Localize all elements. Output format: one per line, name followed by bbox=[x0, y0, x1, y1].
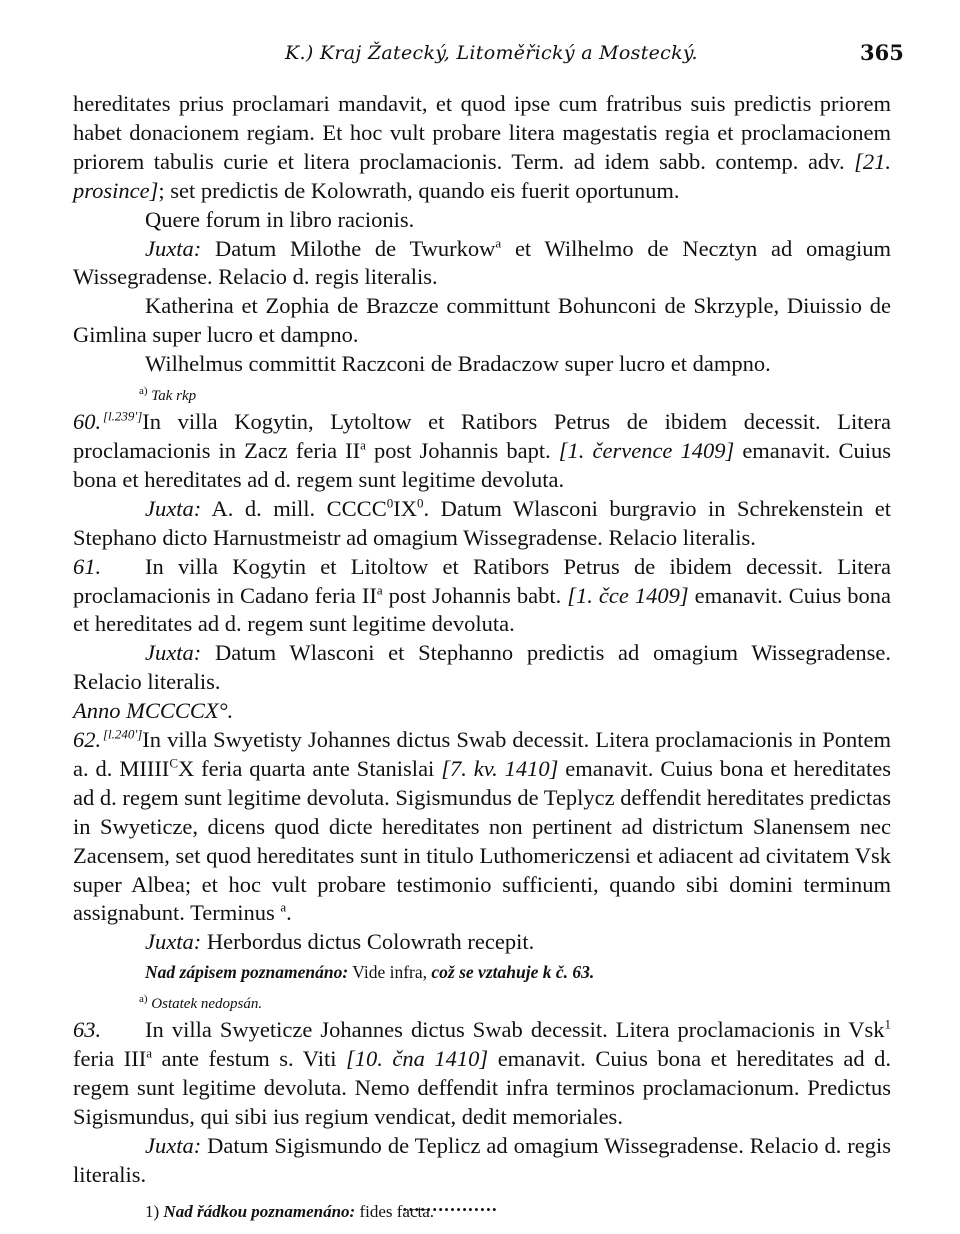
paragraph-juxta-milothe: Juxta: Datum Milothe de Twurkow$^a$ et Wilhelmo de Necztyn ad omagium Wissegradense. Relacio d. regis literalis. bbox=[73, 235, 891, 290]
entry-61-juxta: Juxta: Datum Wlasconi et Stephanno predictis ad omagium Wissegradense. Relacio literalis. bbox=[73, 640, 891, 695]
paragraph-wilhelmus: Wilhelmus committit Raczconi de Bradaczow super lucro et dampno. bbox=[145, 351, 771, 377]
entry-60: 60. [l.239']In villa Kogytin, Lytoltow et Ratibors Petrus de ibidem decessit. Litera proclamacionis in Zacz feria $II^a$ post Johannis bapt. [1. července 1409] emanavit. Cuius bona et hereditates ad d. regem sunt legitime devoluta. bbox=[73, 408, 891, 492]
entry-60-juxta: Juxta: A. d. mill. $CCCC^0IX^0$. Datum Wlasconi burgravio in Schrekenstein et Stephano dicto Harnustmeistr ad omagium Wissegradense. Relacio literalis. bbox=[73, 495, 891, 550]
year-heading: Anno MCCCCX°. bbox=[73, 698, 234, 724]
entry-62-juxta: Juxta: Herbordus dictus Colowrath recepit. bbox=[145, 929, 535, 955]
dotted-rule: ................ bbox=[402, 1196, 498, 1215]
note-b: $^{a)}$ Ostatek nedopsán. bbox=[139, 993, 263, 1013]
footnote: 1) Nad řádkou poznamenáno: fides facta. bbox=[145, 1201, 435, 1221]
body-text bbox=[73, 90, 891, 1234]
folio-marker: [l.240'] bbox=[103, 726, 143, 742]
annotation: Nad zápisem poznamenáno: Vide infra, což se vztahuje k č. 63. bbox=[145, 962, 595, 983]
entry-61: 61. In villa Kogytin et Litoltow et Ratibors Petrus de ibidem decessit. Litera proclamacionis in Cadano feria $II^a$ post Johannis babt. [1. čce 1409] emanavit. Cuius bona et hereditates ad d. regem sunt legitime devoluta. bbox=[73, 553, 891, 637]
entry-number: 63. bbox=[73, 1017, 102, 1043]
entry-62: 62. [l.240']In villa Swyetisty Johannes dictus Swab decessit. Litera proclamacionis in Pontem a. d. $MIIII^CX$ feria quarta ante Stanislai [7. kv. 1410] emanavit. Cuius bona et hereditates ad d. regem sunt legitime devoluta. Sigismundus de Teplycz deffendit hereditates predictas in Swyeticze, dicens quod dicte hereditates non pertinent ad districtum Slanensem nec Zacensem, set quod hereditates sunt in titulo Luthomericzensi et adiacent ad civitatem Vsk super Albea; et hoc vult probare testimonio sufficienti, quando sibi domini terminum assignabunt. Terminus $^a$. bbox=[73, 726, 892, 926]
page-number: 365 bbox=[860, 40, 904, 65]
running-head: K.) Kraj Žatecký, Litoměřický a Mostecký. bbox=[285, 42, 698, 64]
paragraph-quere: Quere forum in libro racionis. bbox=[145, 206, 415, 232]
page-header bbox=[0, 40, 960, 70]
folio-marker: [l.239'] bbox=[103, 408, 143, 424]
entry-63: 63. In villa Swyeticze Johannes dictus Swab decessit. Litera proclamacionis in Vsk$^1$ feria III$^a$ ante festum s. Viti [10. čna 1410] emanavit. Cuius bona et hereditates ad d. regem sunt legitime devoluta. Nemo deffendit infra terminos proclamacionum. Predictus Sigismundus, qui sibi ius regium vendicat, dedit memoriales. bbox=[73, 1016, 891, 1129]
entry-63-juxta: Juxta: Datum Sigismundo de Teplicz ad omagium Wissegradense. Relacio d. regis literalis. bbox=[73, 1132, 891, 1187]
entry-number: 62. bbox=[73, 727, 102, 753]
entry-number: 60. bbox=[73, 409, 102, 435]
entry-number: 61. bbox=[73, 553, 102, 579]
paragraph-continuation: hereditates prius proclamari mandavit, et quod ipse cum fratribus suis predictis priorem habet donacionem regiam. Et hoc vult probare litera magestatis regia et proclamacionem priorem tabulis curie et litera proclamacionis. Term. ad idem sabb. contemp. adv. [21. prosince]; set predictis de Kolowrath, quando eis fuerit oportunum. bbox=[73, 91, 891, 203]
note-a: $^{a)}$ Tak rkp bbox=[139, 385, 197, 405]
paragraph-katherina: Katherina et Zophia de Brazcze committunt Bohunconi de Skrzyple, Diuissio de Gimlina super lucro et dampno. bbox=[73, 293, 891, 348]
